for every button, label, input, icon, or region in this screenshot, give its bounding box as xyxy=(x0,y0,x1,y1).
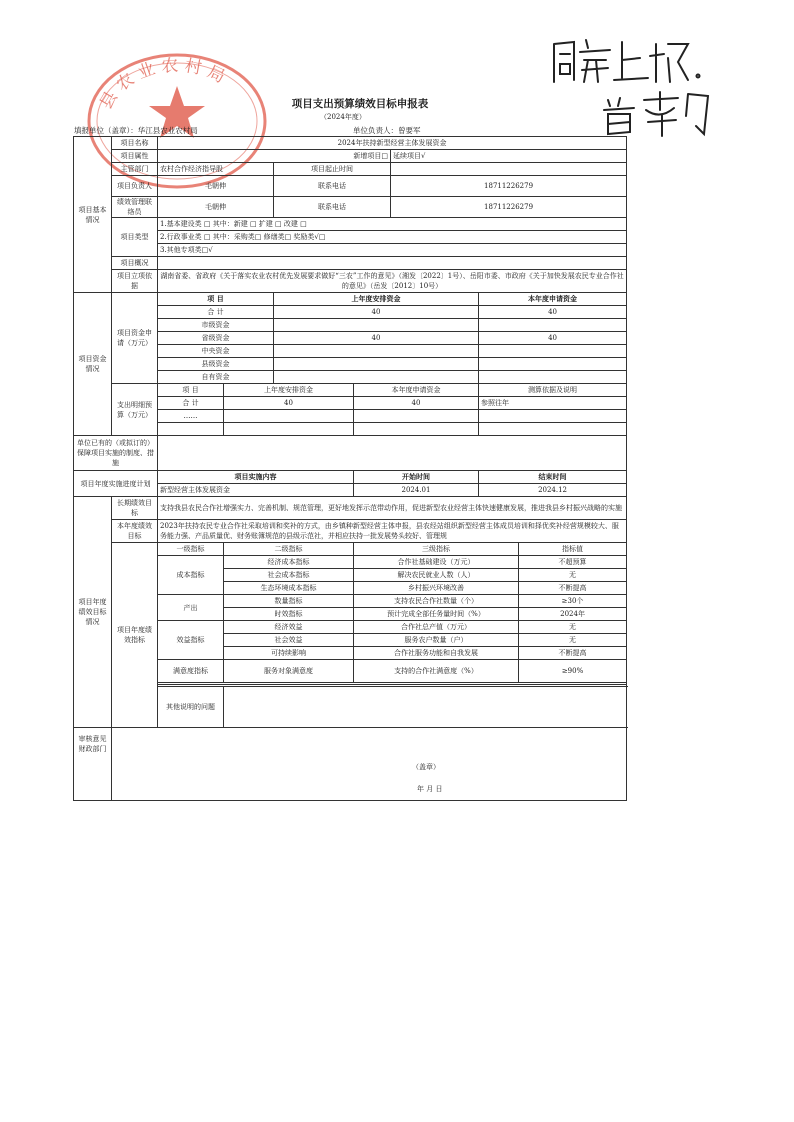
svg-text:县 农 业 农 村 局: 县 农 业 农 村 局 xyxy=(96,55,228,113)
detail-total-last: 40 xyxy=(224,397,354,410)
fund-row-last xyxy=(274,358,479,371)
perf-label: 绩效管理联络员 xyxy=(112,197,158,218)
l2-item: 时效指标 xyxy=(224,608,354,621)
val-item: 无 xyxy=(519,569,627,582)
fund-row-this xyxy=(479,358,627,371)
project-name: 2024年扶持新型经营主体发展资金 xyxy=(158,137,627,150)
perf-value: 毛朝伸 xyxy=(158,197,274,218)
phone-value: 18711226279 xyxy=(391,176,627,197)
fund-row-this xyxy=(479,371,627,384)
l2-item: 服务对象满意度 xyxy=(224,660,354,683)
owner-value: 毛朝伸 xyxy=(158,176,274,197)
owner-label: 项目负责人 xyxy=(112,176,158,197)
fund-row-this xyxy=(479,319,627,332)
l3-item: 乡村振兴环境改善 xyxy=(354,582,519,595)
basis-label: 项目立项依据 xyxy=(112,270,158,293)
l2-item: 社会效益 xyxy=(224,634,354,647)
detail-total-basis: 参照往年 xyxy=(479,397,627,410)
fund-row-last: 40 xyxy=(274,306,479,319)
name-label: 项目名称 xyxy=(112,137,158,150)
type-label: 项目类型 xyxy=(112,218,158,257)
perf-phone-value: 18711226279 xyxy=(391,197,627,218)
fund-row-name: 中央资金 xyxy=(158,345,274,358)
fund-row-name: 合 计 xyxy=(158,306,274,319)
l3-item: 合作社总产值（万元） xyxy=(354,621,519,634)
l3-item: 支持的合作社满意度（%） xyxy=(354,660,519,683)
perf-phone-label: 联系电话 xyxy=(274,197,391,218)
attr-new: 新增项目□ xyxy=(158,150,391,163)
val-item: 2024年 xyxy=(519,608,627,621)
overview-value xyxy=(158,257,627,270)
schedule-content: 新型经营主体发展资金 xyxy=(158,484,354,497)
dept-value: 农村合作经济指导股 xyxy=(158,163,274,176)
l2-item: 经济效益 xyxy=(224,621,354,634)
l1-satisfaction: 满意度指标 xyxy=(158,660,224,683)
funds-col-last: 上年度安排资金 xyxy=(274,293,479,306)
h-l1: 一级指标 xyxy=(158,543,224,556)
l3-item: 支持农民合作社数量（个） xyxy=(354,595,519,608)
measures-value xyxy=(158,436,627,471)
val-item: 无 xyxy=(519,621,627,634)
funds-apply-label: 项目资金申请（万元） xyxy=(112,293,158,384)
type-line-1: 1.基本建设类 □ 其中：新建 □ 扩建 □ 改建 □ xyxy=(158,218,627,231)
phone-label: 联系电话 xyxy=(274,176,391,197)
schedule-col-content: 项目实施内容 xyxy=(158,471,354,484)
detail-col-item: 项 目 xyxy=(158,384,224,397)
h-l3: 三级指标 xyxy=(354,543,519,556)
performance-goal-form xyxy=(73,136,627,801)
l2-item: 经济成本指标 xyxy=(224,556,354,569)
l1-benefit: 效益指标 xyxy=(158,621,224,660)
val-item: ≥30个 xyxy=(519,595,627,608)
basic-section-label: 项目基本情况 xyxy=(74,137,112,293)
detail-more: …… xyxy=(158,410,224,423)
funds-col-this: 本年度申请资金 xyxy=(479,293,627,306)
fill-unit: 填报单位（盖章）：华江县农业农村局 xyxy=(74,126,198,135)
detail-total-this: 40 xyxy=(354,397,479,410)
fund-row-name: 县级资金 xyxy=(158,358,274,371)
detail-col-this: 本年度申请资金 xyxy=(354,384,479,397)
year-goal-label: 本年度绩效目标 xyxy=(112,520,158,543)
val-item: 不超预算 xyxy=(519,556,627,569)
val-item: ≥90% xyxy=(519,660,627,683)
period-label: 项目起止时间 xyxy=(274,163,391,176)
document-year: （2024年度） xyxy=(320,113,366,121)
l1-output: 产出 xyxy=(158,595,224,621)
review-seal-text: （盖章） xyxy=(412,763,440,771)
l3-item: 合作社服务功能和自我发展 xyxy=(354,647,519,660)
attr-cont: 延续项目√ xyxy=(391,150,627,163)
fund-row-name: 市级资金 xyxy=(158,319,274,332)
type-line-2: 2.行政事业类 □ 其中：采购类□ 修缮类□ 奖励类√□ xyxy=(158,231,627,244)
val-item: 不断提高 xyxy=(519,647,627,660)
detail-total-name: 合 计 xyxy=(158,397,224,410)
year-goal-value: 2023年扶持农民专业合作社采取培训和奖补的方式，由乡镇种新型经营主体申报，县农经站组织新型经营主体成员培训和择优奖补经营规模较大、服务能力强、产品质量优、财务账簿规范的县级示范社，并相应扶持一批发展势头较好、管理规 xyxy=(158,520,627,543)
detail-col-basis: 测算依据及说明 xyxy=(479,384,627,397)
h-l2: 二级指标 xyxy=(224,543,354,556)
l3-item: 合作社基础建设（万元） xyxy=(354,556,519,569)
document-title: 项目支出预算绩效目标申报表 xyxy=(291,98,429,110)
val-item: 不断提高 xyxy=(519,582,627,595)
l2-item: 可持续影响 xyxy=(224,647,354,660)
handwritten-approval-signature xyxy=(548,30,718,140)
fund-row-last xyxy=(274,371,479,384)
funds-detail-label: 支出明细预算（万元） xyxy=(112,384,158,436)
review-label: 审核意见财政部门 xyxy=(74,728,112,801)
type-line-3: 3.其他专项类□√ xyxy=(158,244,627,257)
val-item: 无 xyxy=(519,634,627,647)
indicators-label: 项目年度绩效指标 xyxy=(112,543,158,728)
schedule-col-start: 开始时间 xyxy=(354,471,479,484)
l3-item: 解决农民就业人数（人） xyxy=(354,569,519,582)
other-value xyxy=(224,687,627,728)
unit-leader: 单位负责人：曾要军 xyxy=(353,126,421,135)
long-goal-value: 支持我县农民合作社增强实力、完善机制、规范管理，更好地发挥示范带动作用，促进新型农业经营主体快速健康发展，推进我县乡村振兴战略的实施 xyxy=(158,497,627,520)
fund-row-this xyxy=(479,345,627,358)
l1-cost: 成本指标 xyxy=(158,556,224,595)
goals-section-label: 项目年度绩效目标情况 xyxy=(74,497,112,728)
fund-row-last: 40 xyxy=(274,332,479,345)
review-area xyxy=(112,728,627,801)
dept-label: 主管部门 xyxy=(112,163,158,176)
schedule-end: 2024.12 xyxy=(479,484,627,497)
l3-item: 服务农户数量（户） xyxy=(354,634,519,647)
attr-label: 项目属性 xyxy=(112,150,158,163)
schedule-label: 项目年度实施进度计划 xyxy=(74,471,158,497)
l2-item: 生态环境成本指标 xyxy=(224,582,354,595)
fund-row-this: 40 xyxy=(479,332,627,345)
measures-label: 单位已有的（或拟订的）保障项目实施的制度、措施 xyxy=(74,436,158,471)
l2-item: 社会成本指标 xyxy=(224,569,354,582)
period-value xyxy=(391,163,627,176)
review-date: 年 月 日 xyxy=(417,785,443,793)
fund-row-last xyxy=(274,319,479,332)
detail-col-last: 上年度安排资金 xyxy=(224,384,354,397)
schedule-col-end: 结束时间 xyxy=(479,471,627,484)
basis-value: 湖南省委、省政府《关于落实农业农村优先发展要求做好“三农”工作的意见》（湘发〔2022〕1号）、岳阳市委、市政府《关于加快发展农民专业合作社的意见》（岳发〔2012〕10号） xyxy=(158,270,627,293)
schedule-start: 2024.01 xyxy=(354,484,479,497)
fund-row-name: 自有资金 xyxy=(158,371,274,384)
fund-row-last xyxy=(274,345,479,358)
l3-item: 预计完成全部任务量时间（%） xyxy=(354,608,519,621)
long-goal-label: 长期绩效目标 xyxy=(112,497,158,520)
other-label: 其他说明的问题 xyxy=(158,687,224,728)
funds-col-item: 项 目 xyxy=(158,293,274,306)
fund-row-this: 40 xyxy=(479,306,627,319)
h-val: 指标值 xyxy=(519,543,627,556)
funds-section-label: 项目资金情况 xyxy=(74,293,112,436)
l2-item: 数量指标 xyxy=(224,595,354,608)
overview-label: 项目概况 xyxy=(112,257,158,270)
fund-row-name: 省级资金 xyxy=(158,332,274,345)
